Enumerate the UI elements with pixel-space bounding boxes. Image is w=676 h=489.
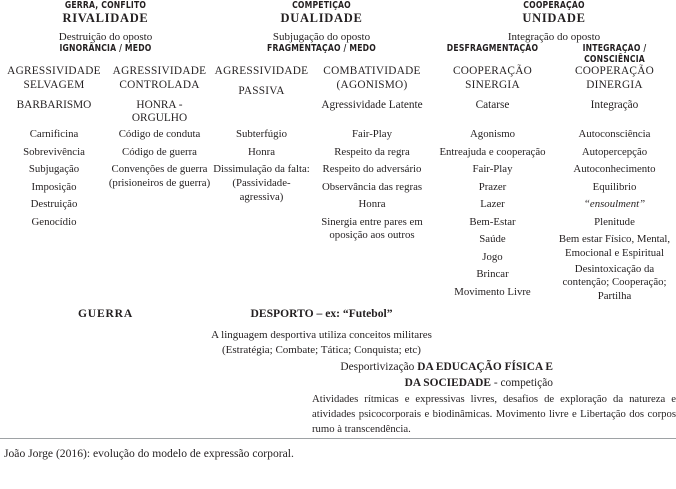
keyword-item: Autoconhecimento bbox=[573, 163, 656, 176]
category-line-3: Agressividade Latente bbox=[321, 98, 423, 111]
principle-unidade bbox=[432, 11, 676, 43]
category-line-1: COOPERAÇÃO bbox=[574, 65, 655, 77]
category-line-1: COMBATIVIDADE bbox=[323, 65, 421, 77]
row-final-paragraph bbox=[0, 392, 676, 438]
keyword-item: Convenções de guerra (prisioneiros de guerra) bbox=[108, 163, 211, 189]
category-line-1: AGRESSIVIDADE bbox=[112, 65, 207, 77]
macro-domain-competition: COMPETIÇÃO bbox=[292, 0, 351, 11]
principle-subtitle: Subjugação do oposto bbox=[272, 31, 371, 43]
category-line-2: PASSIVA bbox=[238, 84, 285, 97]
keyword-item: Sinergia entre pares em oposição aos outros bbox=[321, 215, 423, 242]
category-line-1: COOPERAÇÃO bbox=[452, 65, 533, 77]
row8-empty-left bbox=[0, 392, 312, 438]
category-agressividade-selvagem bbox=[0, 65, 108, 126]
keyword-item: Sobrevivência bbox=[23, 145, 85, 158]
category-cooperacao-dinergia bbox=[553, 65, 676, 126]
keyword-item: Respeito do adversário bbox=[322, 163, 422, 176]
sport-block bbox=[211, 306, 432, 359]
row-categories bbox=[0, 65, 676, 126]
category-line-3: BARBARISMO bbox=[16, 98, 92, 111]
keyword-item: Subterfúgio bbox=[236, 128, 287, 141]
row-macro-domains bbox=[0, 0, 676, 11]
keyword-item: Jogo bbox=[482, 250, 503, 263]
keyword-item: Código de guerra bbox=[122, 145, 197, 158]
keyword-item: Brincar bbox=[476, 268, 509, 281]
sport-body: A linguagem desportiva utiliza conceitos militares (Estratégia; Combate; Tática; Conquista; etc) bbox=[211, 328, 432, 357]
row-desportivizacao bbox=[0, 359, 676, 392]
keyword-item: Fair-Play bbox=[472, 163, 513, 176]
keyword-item: Autopercepção bbox=[581, 145, 648, 158]
category-agressividade-controlada bbox=[108, 65, 211, 126]
keyword-item: Equilibrio bbox=[592, 180, 637, 193]
category-line-3: Integração bbox=[590, 98, 639, 111]
keyword-item: Subjugação bbox=[28, 163, 80, 176]
keyword-item: Entreajuda e cooperação bbox=[439, 145, 546, 158]
category-combatividade-agonismo bbox=[312, 65, 432, 126]
row-war-sport bbox=[0, 306, 676, 359]
keyword-item: Observância das regras bbox=[321, 180, 423, 193]
state-integracao-consciencia: INTEGRAÇÃO / CONSCIÊNCIA bbox=[582, 43, 647, 65]
keyword-item: Bem-Estar bbox=[469, 215, 516, 228]
keyword-item: Código de conduta bbox=[118, 128, 201, 141]
keyword-item: Genocídio bbox=[31, 215, 77, 228]
keyword-item: Honra bbox=[358, 198, 386, 211]
macro-domain-cooperation: COOPERAÇÃO bbox=[523, 0, 585, 11]
keyword-item: Plenitude bbox=[594, 215, 635, 228]
category-line-2: SINERGIA bbox=[465, 78, 520, 91]
desportivizacao-bold-2: DA SOCIEDADE bbox=[404, 377, 491, 390]
keyword-item: Dissimulação da falta: (Passividade-agressiva) bbox=[213, 163, 310, 203]
row-states bbox=[0, 43, 676, 65]
keyword-item: Carnificina bbox=[29, 128, 79, 141]
keyword-item: Movimento Livre bbox=[454, 285, 531, 298]
principle-title: UNIDADE bbox=[522, 11, 586, 25]
sport-heading: DESPORTO – ex: “Futebol” bbox=[250, 307, 393, 321]
desportivizacao-prefix: Desportivização bbox=[340, 360, 418, 373]
keyword-item: Respeito da regra bbox=[334, 145, 410, 158]
category-line-1: AGRESSIVIDADE bbox=[7, 65, 101, 77]
desportivizacao-suffix: - competição bbox=[491, 377, 553, 390]
category-line-3: Catarse bbox=[475, 98, 510, 111]
principle-title: RIVALIDADE bbox=[62, 11, 149, 25]
category-agressividade-passiva bbox=[211, 65, 312, 126]
keyword-item: Lazer bbox=[480, 198, 505, 211]
category-line-2: SELVAGEM bbox=[23, 78, 85, 91]
keyword-item bbox=[553, 196, 676, 213]
keyword-item: Agonismo bbox=[470, 128, 515, 141]
keyword-item: Desintoxicação da contenção; Cooperação; Partilha bbox=[562, 262, 667, 303]
keyword-item: Prazer bbox=[478, 180, 507, 193]
keyword-item: Honra bbox=[248, 145, 275, 158]
keyword-list-sinergia bbox=[432, 126, 553, 306]
keyword-item: Autoconsciência bbox=[578, 128, 651, 141]
state-ignorancia-medo: IGNORÂNCIA / MEDO bbox=[59, 43, 152, 54]
category-line-2: CONTROLADA bbox=[119, 78, 200, 91]
desportivizacao-text bbox=[0, 359, 553, 392]
keyword-list-passiva bbox=[211, 126, 312, 306]
state-fragmentacao-medo: FRAGMENTAÇÃO / MEDO bbox=[267, 43, 376, 54]
keyword-item: Imposição bbox=[31, 180, 77, 193]
keyword-item: Saúde bbox=[479, 233, 506, 246]
row7-empty-right bbox=[553, 359, 676, 392]
desportivizacao-bold-1: DA EDUCAÇÃO FÍSICA E bbox=[417, 360, 553, 373]
principle-rivalidade bbox=[0, 11, 211, 43]
principle-title: DUALIDADE bbox=[280, 11, 363, 25]
macro-domain-war: GERRA, CONFLITO bbox=[64, 0, 147, 11]
keyword-list-selvagem bbox=[0, 126, 108, 306]
principle-subtitle: Integração do oposto bbox=[507, 31, 601, 43]
keyword-list-dinergia bbox=[553, 126, 676, 306]
row6-empty-right bbox=[432, 306, 676, 359]
category-cooperacao-sinergia bbox=[432, 65, 553, 126]
keyword-list-controlada bbox=[108, 126, 211, 306]
keyword-item: Fair-Play bbox=[352, 128, 392, 141]
row-principles bbox=[0, 11, 676, 43]
keyword-emphasis: “ensoulment” bbox=[583, 198, 646, 211]
category-line-3: HONRA - ORGULHO bbox=[131, 98, 188, 125]
war-label: GUERRA bbox=[77, 307, 134, 321]
keyword-item: Destruição bbox=[30, 198, 78, 211]
keyword-list-combatividade bbox=[312, 126, 432, 306]
category-line-2: DINERGIA bbox=[586, 78, 643, 91]
figure-caption: João Jorge (2016): evolução do modelo de expressão corporal. bbox=[4, 446, 294, 460]
keyword-item: Bem estar Físico, Mental, Emocional e Espiritual bbox=[558, 233, 671, 259]
category-line-1: AGRESSIVIDADE bbox=[214, 65, 309, 77]
state-desfragmentacao: DESFRAGMENTAÇÃO bbox=[446, 43, 539, 54]
category-line-2: (AGONISMO) bbox=[336, 78, 408, 91]
principle-dualidade bbox=[211, 11, 432, 43]
row-keyword-lists bbox=[0, 126, 676, 306]
principle-subtitle: Destruição do oposto bbox=[58, 31, 153, 43]
final-paragraph: Atividades rítmicas e expressivas livres, desafios de exploração da natureza e atividades psicocorporais e biodinâmicas. Movimento livre e Libertação dos corpos rumo à transcendência. bbox=[312, 393, 676, 436]
